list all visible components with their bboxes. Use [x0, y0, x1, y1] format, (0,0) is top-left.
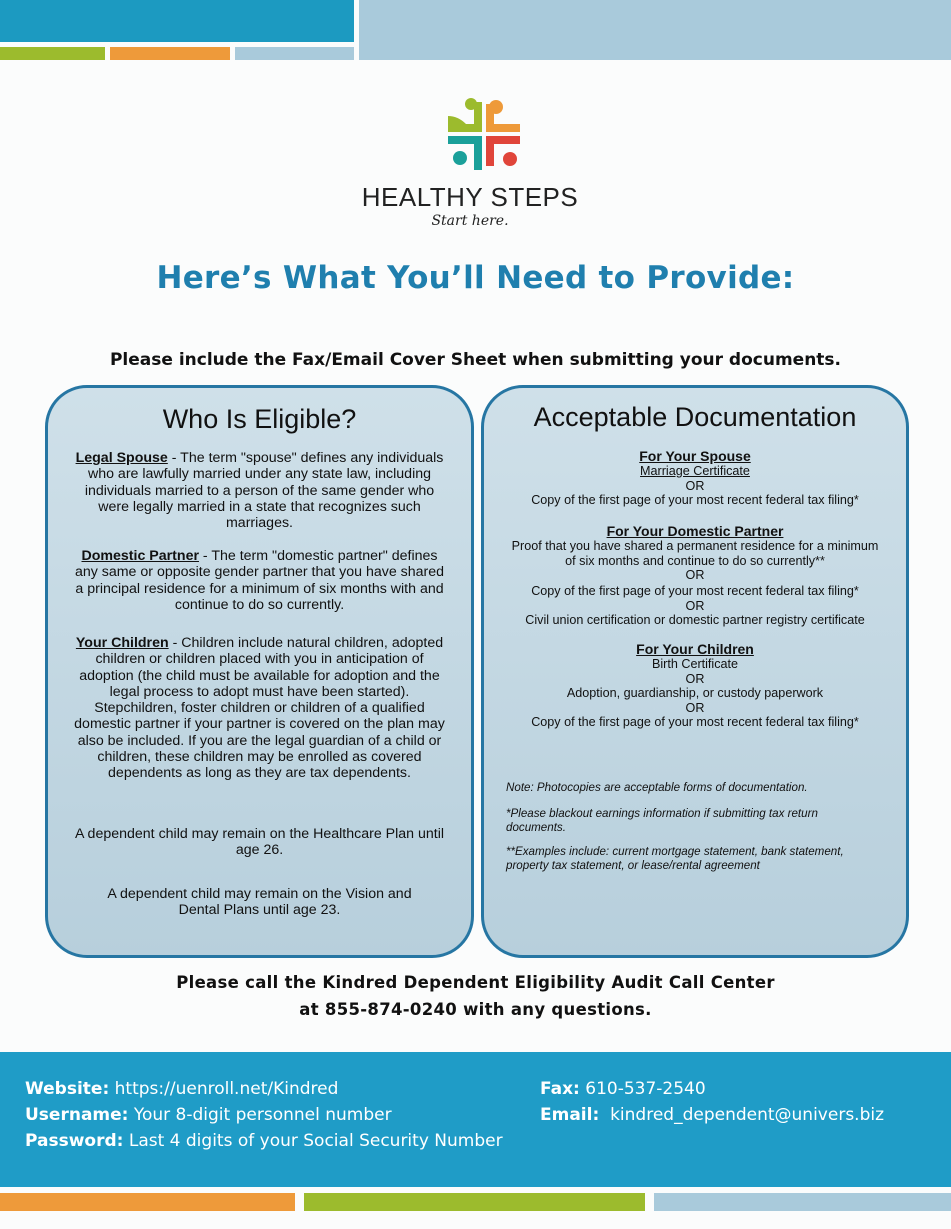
- your-children-definition: [70, 635, 449, 782]
- username-line: Username: Your 8-digit personnel number: [25, 1105, 392, 1125]
- cover-sheet-note: Please include the Fax/Email Cover Sheet when submitting your documents.: [109, 350, 842, 370]
- tax-filing-doc: Copy of the first page of your most recent federal tax filing*: [531, 584, 859, 598]
- spouse-documents-heading: For Your Spouse: [639, 448, 751, 464]
- or-separator: OR: [685, 478, 705, 493]
- tax-filing-doc: Copy of the first page of your most recent federal tax filing*: [531, 715, 859, 730]
- top-blue-bar: [359, 0, 951, 60]
- marriage-certificate: Marriage Certificate: [640, 464, 750, 478]
- website-link[interactable]: https://uenroll.net/Kindred: [109, 1079, 339, 1099]
- your-children-text: - Children include natural children, adopted children or children placed with you in anticipation of adoption (the child must be available for adoption and the legal process to adopt must have been started). Stepchildren, foster children or children of a qualified domestic partner if your partner is covered on the plan may also be included. If you are the legal guardian of a child or children, these children may be enrolled as covered dependents as long as they are tax dependents.: [74, 635, 445, 782]
- spouse-documents: [494, 448, 896, 508]
- top-pale-bar: [235, 47, 354, 60]
- birth-certificate: Birth Certificate: [651, 657, 739, 671]
- brand-name: HEALTHY STEPS: [361, 182, 579, 212]
- shared-residence-proof: Proof that you have shared a permanent residence for a minimum of six months and continue to do so currently**: [511, 539, 879, 568]
- call-center-line-2: at 855-874-0240 with any questions.: [299, 1000, 652, 1019]
- photocopies-note: Note: Photocopies are acceptable forms of documentation.: [506, 781, 808, 794]
- who-is-eligible-panel: [45, 385, 474, 958]
- healthy-steps-cross-icon: [448, 98, 520, 170]
- children-documents: [494, 641, 896, 730]
- top-green-bar: [0, 47, 105, 60]
- or-separator: OR: [685, 568, 705, 583]
- domestic-partner-text: - The term "domestic partner" defines any same or opposite gender partner that you have shared a principal residence for a minimum of six months with and continue to do so currently.: [74, 548, 445, 613]
- domestic-partner-definition: [70, 548, 449, 613]
- residence-examples-note: **Examples include: current mortgage statement, bank statement, property tax statement, or lease/rental agreement: [506, 845, 844, 872]
- top-teal-bar: [0, 0, 354, 42]
- or-separator: OR: [685, 598, 705, 613]
- brand-tagline: Start here.: [431, 213, 509, 229]
- children-documents-heading: For Your Children: [636, 641, 754, 657]
- healthcare-age-note: A dependent child may remain on the Healthcare Plan until age 26.: [74, 826, 445, 859]
- password-line: Password: Last 4 digits of your Social Security Number: [25, 1131, 503, 1151]
- email-line: Email: kindred_dependent@univers.biz: [540, 1105, 885, 1125]
- top-orange-bar: [110, 47, 230, 60]
- fax-line: Fax: 610-537-2540: [540, 1079, 706, 1099]
- civil-union-certificate: Civil union certification or domestic partner registry certificate: [525, 613, 865, 628]
- acceptable-documentation-panel: [481, 385, 909, 958]
- bottom-green-bar: [304, 1193, 645, 1211]
- domestic-partner-documents-more: [494, 584, 896, 628]
- tax-filing-doc: Copy of the first page of your most recent federal tax filing*: [531, 493, 859, 508]
- acceptable-documentation-heading: Acceptable Documentation: [533, 402, 857, 432]
- who-is-eligible-heading: Who Is Eligible?: [162, 404, 357, 434]
- legal-spouse-term: Legal Spouse: [75, 450, 168, 466]
- blackout-earnings-note: *Please blackout earnings information if submitting tax return documents.: [506, 807, 818, 834]
- legal-spouse-text: - The term "spouse" defines any individuals who are lawfully married under any state law, including individuals married to a person of the same gender who were legally married in a state that recognizes such marriages.: [84, 450, 444, 532]
- email-link[interactable]: kindred_dependent@univers.biz: [599, 1105, 885, 1125]
- domestic-partner-term: Domestic Partner: [81, 548, 199, 564]
- domestic-partner-documents: [510, 523, 880, 583]
- call-center-line-1: Please call the Kindred Dependent Eligibility Audit Call Center: [176, 973, 775, 992]
- adoption-paperwork: Adoption, guardianship, or custody paperwork: [566, 686, 824, 701]
- bottom-orange-bar: [0, 1193, 295, 1211]
- or-separator: OR: [685, 671, 705, 686]
- vision-dental-age-note: A dependent child may remain on the Vision and Dental Plans until age 23.: [107, 886, 412, 919]
- domestic-partner-documents-heading: For Your Domestic Partner: [606, 523, 784, 539]
- your-children-term: Your Children: [75, 635, 169, 651]
- page-title: Here’s What You’ll Need to Provide:: [156, 260, 795, 296]
- legal-spouse-definition: [70, 450, 449, 531]
- website-line: Website: https://uenroll.net/Kindred: [25, 1079, 339, 1099]
- or-separator: OR: [685, 700, 705, 715]
- bottom-pale-bar: [654, 1193, 951, 1211]
- footer-contact-band: [0, 1052, 951, 1187]
